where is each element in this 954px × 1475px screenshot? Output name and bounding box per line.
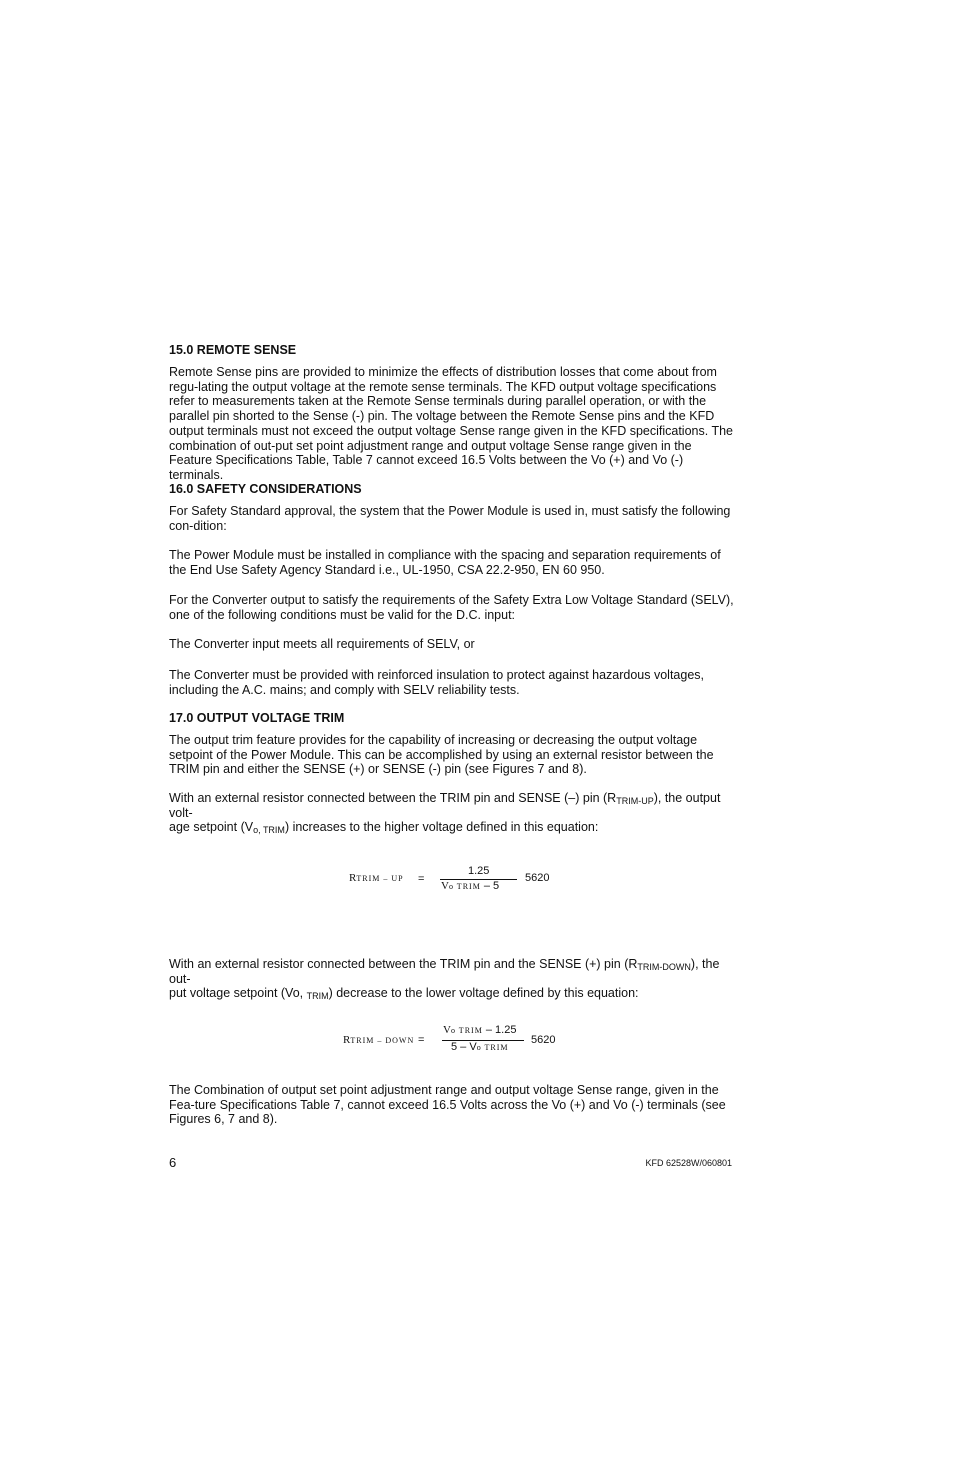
subscript: TRIM <box>306 991 329 1002</box>
factor: 5620 <box>525 872 550 884</box>
paragraph: The Combination of output set point adjustment range and output voltage Sense range, given in the Fea-ture Specifications Table 7, cannot exceed 16.5 Volts across the Vo (+) and Vo (-) terminals (see Figures 6, 7 and 8). <box>169 1083 726 1127</box>
factor: 5620 <box>531 1034 556 1046</box>
text: With an external resistor connected between the TRIM pin and SENSE (–) pin (R <box>169 791 617 805</box>
paragraph: The output trim feature provides for the capability of increasing or decreasing the output voltage setpoint of the Power Module. This can be accomplished by using an external resistor between the TRIM pin and either the SENSE (+) or SENSE (-) pin (see Figures 7 and 8). <box>169 733 714 777</box>
text: ) increases to the higher voltage defined in this equation: <box>284 820 599 835</box>
text: ) decrease to the lower voltage defined by this equation: <box>328 986 639 1001</box>
equals-sign: = <box>418 1034 425 1046</box>
paragraph: For Safety Standard approval, the system that the Power Module is used in, must satisfy the following con-dition: <box>169 504 731 533</box>
text: ), the out- <box>169 957 720 986</box>
closing-paragraph <box>169 1083 735 1127</box>
paragraph: Remote Sense pins are provided to minimize the effects of distribution losses that come about from regu-lating the output voltage at the remote sense terminals. The KFD output voltage specifications refer to measurements taken at the Remote Sense terminals during parallel operation, or with the parallel pin shorted to the Sense (-) pin. The voltage between the Remote Sense pins and the KFD output terminals must not exceed the output voltage Sense range given in the KFD specifications. The combination of out-put set point adjustment range and output voltage Sense range given in the Feature Specifications Table, Table 7 cannot exceed 16.5 Volts between the Vo (+) and Vo (-) terminals. <box>169 365 733 482</box>
equation-lhs: RTRIM – UP <box>349 872 404 884</box>
paragraph: The Power Module must be installed in compliance with the spacing and separation requirements of the End Use Safety Agency Standard i.e., UL-1950, CSA 22.2-950, EN 60 950. <box>169 548 721 578</box>
section-heading: 16.0 SAFETY CONSIDERATIONS <box>169 482 362 496</box>
paragraph: For the Converter output to satisfy the requirements of the Safety Extra Low Voltage Standard (SELV), one of the following conditions must be valid for the D.C. input: <box>169 592 734 622</box>
section-output-trim <box>169 711 735 777</box>
text: ), the output volt- <box>169 791 721 820</box>
paragraph: The Converter input meets all requirements of SELV, or <box>169 637 475 652</box>
section-heading: 17.0 OUTPUT VOLTAGE TRIM <box>169 711 345 725</box>
fraction-numerator: 1.25 <box>468 865 490 877</box>
text: put voltage setpoint (Vo, <box>169 986 307 1001</box>
text: With an external resistor connected between the TRIM pin and the SENSE (+) pin (R <box>169 957 638 971</box>
equals-sign: = <box>418 873 425 885</box>
equation-lhs: RTRIM – DOWN <box>343 1034 415 1046</box>
subscript: TRIM-UP <box>616 796 654 806</box>
fraction-numerator: Vo TRIM – 1.25 <box>443 1024 517 1036</box>
text: age setpoint (V <box>169 820 254 835</box>
subscript: o, TRIM <box>253 825 285 836</box>
trim-up-paragraph <box>169 791 735 835</box>
paragraph: The Converter must be provided with reinforced insulation to protect against hazardous voltages, including the A.C. mains; and comply with SELV reliability tests. <box>169 667 705 697</box>
section-safety <box>169 482 735 697</box>
document-id: KFD 62528W/060801 <box>645 1158 732 1168</box>
section-heading: 15.0 REMOTE SENSE <box>169 343 297 357</box>
subscript: TRIM-DOWN <box>637 962 691 972</box>
fraction-denominator: 5 – Vo TRIM <box>451 1041 509 1053</box>
trim-down-paragraph <box>169 957 735 1001</box>
section-remote-sense <box>169 343 735 483</box>
fraction-denominator: Vo TRIM – 5 <box>441 880 500 892</box>
page-number: 6 <box>169 1155 177 1170</box>
